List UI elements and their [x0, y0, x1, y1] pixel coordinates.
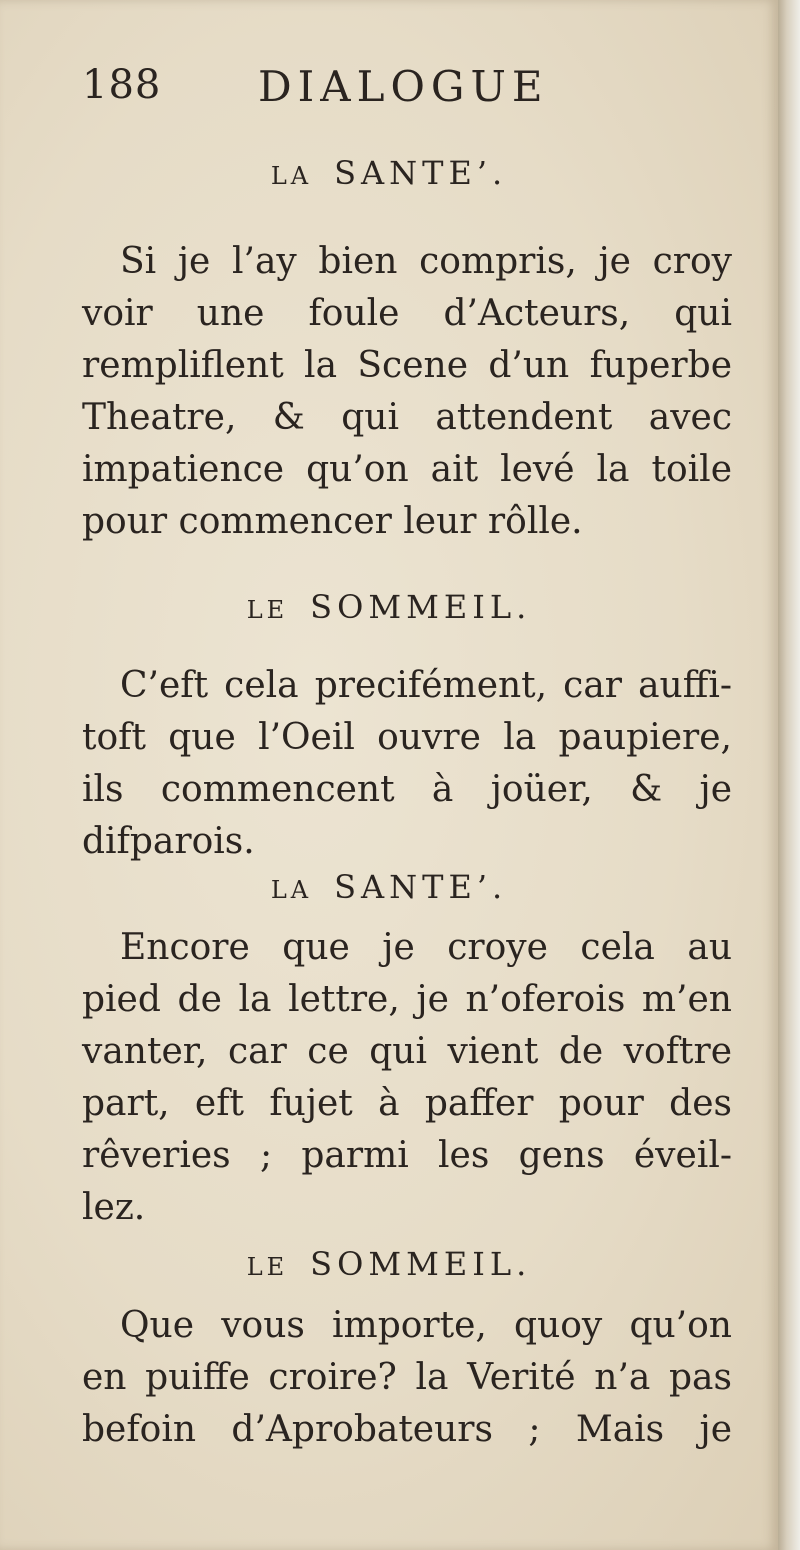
text-line: impatience qu’on ait levé la toile	[82, 449, 732, 490]
page-edge	[778, 0, 800, 1550]
speaker-article: LE	[246, 596, 289, 624]
text-line: C’eft cela precifément, car auffi-	[120, 665, 732, 706]
text-line: voir une foule d’Acteurs, qui	[82, 293, 732, 334]
text-line: rêveries ; parmi les gens éveil-	[82, 1135, 732, 1176]
speaker-heading	[0, 1245, 778, 1283]
text-line: befoin d’Aprobateurs ; Mais je	[82, 1409, 732, 1450]
text-line: difparois.	[82, 821, 255, 862]
running-head: DIALOGUE	[258, 62, 549, 111]
speaker-name: SANTE’.	[334, 154, 508, 192]
text-line: en puiffe croire? la Verité n’a pas	[82, 1357, 732, 1398]
speaker-name: SANTE’.	[334, 868, 508, 906]
speaker-name: SOMMEIL.	[310, 588, 532, 626]
page-header	[82, 62, 722, 122]
text-line: pour commencer leur rôlle.	[82, 501, 583, 542]
speaker-heading	[0, 868, 778, 906]
text-line: Encore que je croye cela au	[120, 927, 732, 968]
text-line: Theatre, & qui attendent avec	[82, 397, 732, 438]
page-number: 188	[82, 62, 162, 108]
speaker-article: LA	[270, 876, 313, 904]
text-line: part, eft fujet à paffer pour des	[82, 1083, 732, 1124]
text-line: rempliflent la Scene d’un fuperbe	[82, 345, 732, 386]
text-line: pied de la lettre, je n’oferois m’en	[82, 979, 732, 1020]
text-line: vanter, car ce qui vient de voftre	[82, 1031, 732, 1072]
dialogue-paragraph	[82, 236, 732, 548]
text-line: lez.	[82, 1187, 146, 1228]
speaker-heading	[0, 154, 778, 192]
speaker-name: SOMMEIL.	[310, 1245, 532, 1283]
text-line: toft que l’Oeil ouvre la paupiere,	[82, 717, 732, 758]
speaker-article: LA	[270, 162, 313, 190]
text-line: ils commencent à joüer, & je	[82, 769, 732, 810]
text-line: Si je l’ay bien compris, je croy	[120, 241, 732, 282]
speaker-article: LE	[246, 1253, 289, 1281]
text-line: Que vous importe, quoy qu’on	[120, 1305, 732, 1346]
dialogue-paragraph	[82, 660, 732, 868]
dialogue-paragraph	[82, 1300, 732, 1456]
dialogue-paragraph	[82, 922, 732, 1234]
speaker-heading	[0, 588, 778, 626]
